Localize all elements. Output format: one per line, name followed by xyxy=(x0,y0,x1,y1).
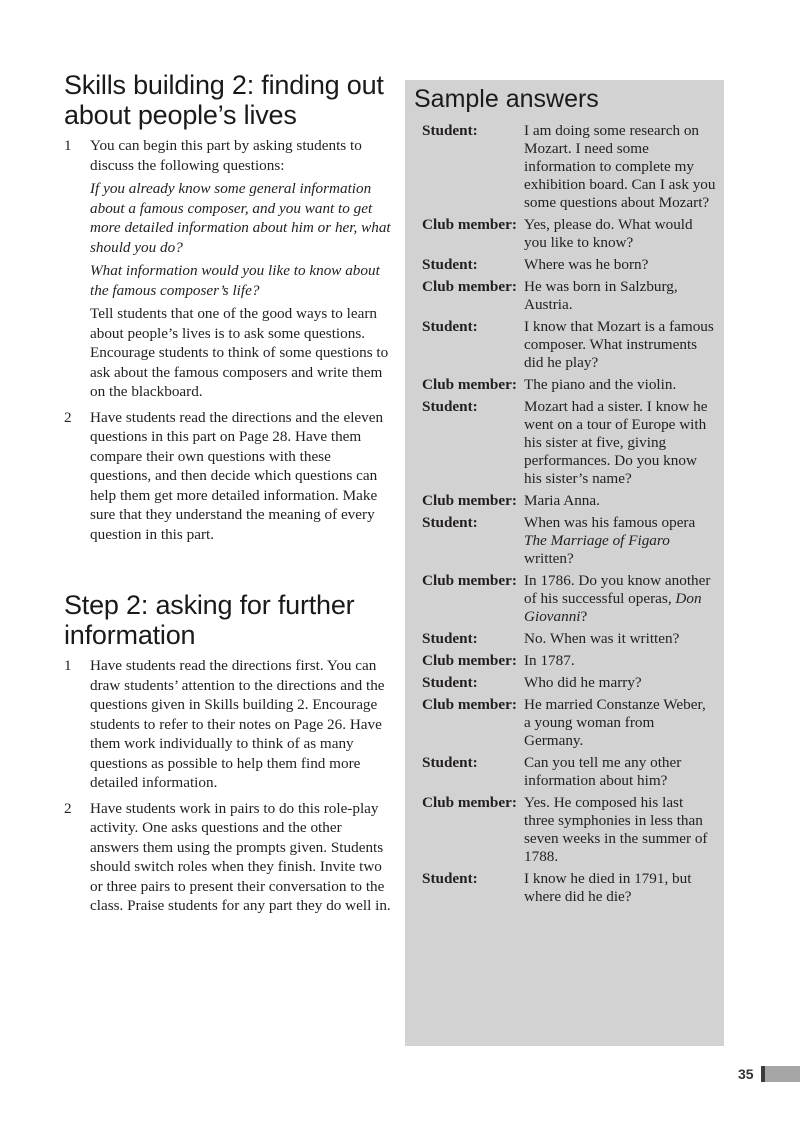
italic-question: If you already know some general information about a famous composer, and you want to get more detailed information about him or her, what should you do? xyxy=(90,180,391,256)
dialog-list xyxy=(405,122,724,906)
dialog-text: In 1787. xyxy=(524,652,575,669)
dialog-row xyxy=(405,256,724,274)
dialog-text: I am doing some research on Mozart. I need some information to complete my exhibition board. Can I ask you some questions about Mozart? xyxy=(524,122,716,211)
dialog-text: He was born in Salzburg, Austria. xyxy=(524,278,678,313)
speaker-label: Student: xyxy=(422,256,478,273)
dialog-line xyxy=(524,256,724,274)
speaker-label: Student: xyxy=(422,754,478,771)
dialog-text: Yes, please do. What would you like to know? xyxy=(524,216,693,251)
dialog-line xyxy=(524,376,724,394)
dialog-text: Maria Anna. xyxy=(524,492,600,509)
sample-answers-panel xyxy=(405,80,724,1046)
speaker-label: Student: xyxy=(422,630,478,647)
dialog-row xyxy=(405,870,724,906)
speaker-label: Club member: xyxy=(422,794,517,811)
step2-list xyxy=(64,656,394,920)
item-body xyxy=(90,799,394,920)
italic-question: What information would you like to know about the famous composer’s life? xyxy=(90,262,380,299)
dialog-line xyxy=(524,652,724,670)
dialog-row xyxy=(405,674,724,692)
dialog-line xyxy=(524,514,724,568)
paragraph: Tell students that one of the good ways to learn about people’s lives is to ask some questions. Encourage students to think of some questions to ask about the famous composers and write them on the blackboard. xyxy=(90,305,389,400)
item-body xyxy=(90,408,394,549)
speaker-label: Student: xyxy=(422,122,478,139)
speaker-label: Student: xyxy=(422,318,478,335)
dialog-line xyxy=(524,572,724,626)
item-number: 1 xyxy=(64,137,72,154)
dialog-row xyxy=(405,376,724,394)
dialog-row xyxy=(405,652,724,670)
paragraph: Have students work in pairs to do this role-play activity. One asks questions and the other answers them using the prompts given. Students should switch roles when they finish. Invite two or three pairs to present their conversation to the class. Praise students for any part they do well in. xyxy=(90,799,391,914)
dialog-text: written? xyxy=(524,550,574,567)
dialog-line xyxy=(524,398,724,488)
left-column xyxy=(64,70,394,922)
dialog-line xyxy=(524,278,724,314)
dialog-text: No. When was it written? xyxy=(524,630,680,647)
speaker-label: Club member: xyxy=(422,696,517,713)
page-number: 35 xyxy=(738,1066,754,1082)
paragraph: Have students read the directions and the eleven questions in this part on Page 28. Have them compare their own questions with these questions, and then decide which questions can help them get more detailed information. Make sure that they understand the meaning of every question in this part. xyxy=(90,408,384,543)
list-item xyxy=(64,136,394,406)
dialog-row xyxy=(405,514,724,568)
dialog-text: I know he died in 1791, but where did he die? xyxy=(524,870,692,905)
speaker-label: Club member: xyxy=(422,376,517,393)
dialog-text: The piano and the violin. xyxy=(524,376,677,393)
dialog-line xyxy=(524,794,724,866)
list-item xyxy=(64,408,394,549)
dialog-row xyxy=(405,572,724,626)
dialog-row xyxy=(405,398,724,488)
dialog-line xyxy=(524,630,724,648)
dialog-row xyxy=(405,216,724,252)
section-heading-step2: Step 2: asking for further information xyxy=(64,590,355,650)
speaker-label: Student: xyxy=(422,398,478,415)
section-heading-skills-building: Skills building 2: finding out about people’s lives xyxy=(64,70,384,130)
speaker-label: Club member: xyxy=(422,492,517,509)
dialog-row xyxy=(405,630,724,648)
list-item xyxy=(64,656,394,797)
item-body xyxy=(90,656,394,797)
item-number: 2 xyxy=(64,799,72,817)
dialog-row xyxy=(405,754,724,790)
dialog-row xyxy=(405,492,724,510)
step2-section xyxy=(64,590,394,920)
speaker-label: Club member: xyxy=(422,652,517,669)
speaker-label: Club member: xyxy=(422,216,517,233)
dialog-row xyxy=(405,278,724,314)
dialog-line xyxy=(524,492,724,510)
dialog-text: Can you tell me any other information about him? xyxy=(524,754,682,789)
dialog-row xyxy=(405,794,724,866)
dialog-text: In 1786. Do you know another of his successful operas, xyxy=(524,572,711,607)
list-item xyxy=(64,799,394,920)
speaker-label: Student: xyxy=(422,514,478,531)
dialog-row xyxy=(405,696,724,750)
speaker-label: Student: xyxy=(422,870,478,887)
dialog-row xyxy=(405,122,724,212)
dialog-text: Yes. He composed his last three symphonies in less than seven weeks in the summer of 1788. xyxy=(524,794,708,865)
dialog-text: I know that Mozart is a famous composer. What instruments did he play? xyxy=(524,318,714,371)
dialog-line xyxy=(524,674,724,692)
sample-answers-title: Sample answers xyxy=(414,85,599,113)
dialog-line xyxy=(524,318,724,372)
title-italic: The Marriage of Figaro xyxy=(524,532,670,549)
paragraph: Have students read the directions first. You can draw students’ attention to the directions and the questions given in Skills building 2. Encourage students to refer to their notes on Page 26. Have them work individually to think of as many questions as possible to help them find more detailed information. xyxy=(90,657,385,791)
skills-building-list xyxy=(64,136,394,548)
paragraph: You can begin this part by asking students to discuss the following questions: xyxy=(90,137,362,174)
dialog-text: He married Constanze Weber, a young woman from Germany. xyxy=(524,696,706,749)
dialog-text: ? xyxy=(580,608,588,625)
title-italic: Don Giovanni xyxy=(524,590,702,625)
item-body xyxy=(90,136,394,406)
dialog-line xyxy=(524,216,724,252)
dialog-line xyxy=(524,122,724,212)
speaker-label: Club member: xyxy=(422,278,517,295)
speaker-label: Club member: xyxy=(422,572,517,589)
dialog-row xyxy=(405,318,724,372)
dialog-text: Where was he born? xyxy=(524,256,649,273)
speaker-label: Student: xyxy=(422,674,478,691)
dialog-line xyxy=(524,754,724,790)
item-number: 2 xyxy=(64,408,72,426)
dialog-text: When was his famous opera xyxy=(524,514,696,531)
dialog-text: Who did he marry? xyxy=(524,674,642,691)
dialog-line xyxy=(524,870,724,906)
dialog-text: Mozart had a sister. I know he went on a tour of Europe with his sister at five, giving performances. Do you know his sister’s name? xyxy=(524,398,708,487)
item-number: 1 xyxy=(64,657,72,674)
dialog-line xyxy=(524,696,724,750)
page-number-bar xyxy=(761,1066,800,1082)
